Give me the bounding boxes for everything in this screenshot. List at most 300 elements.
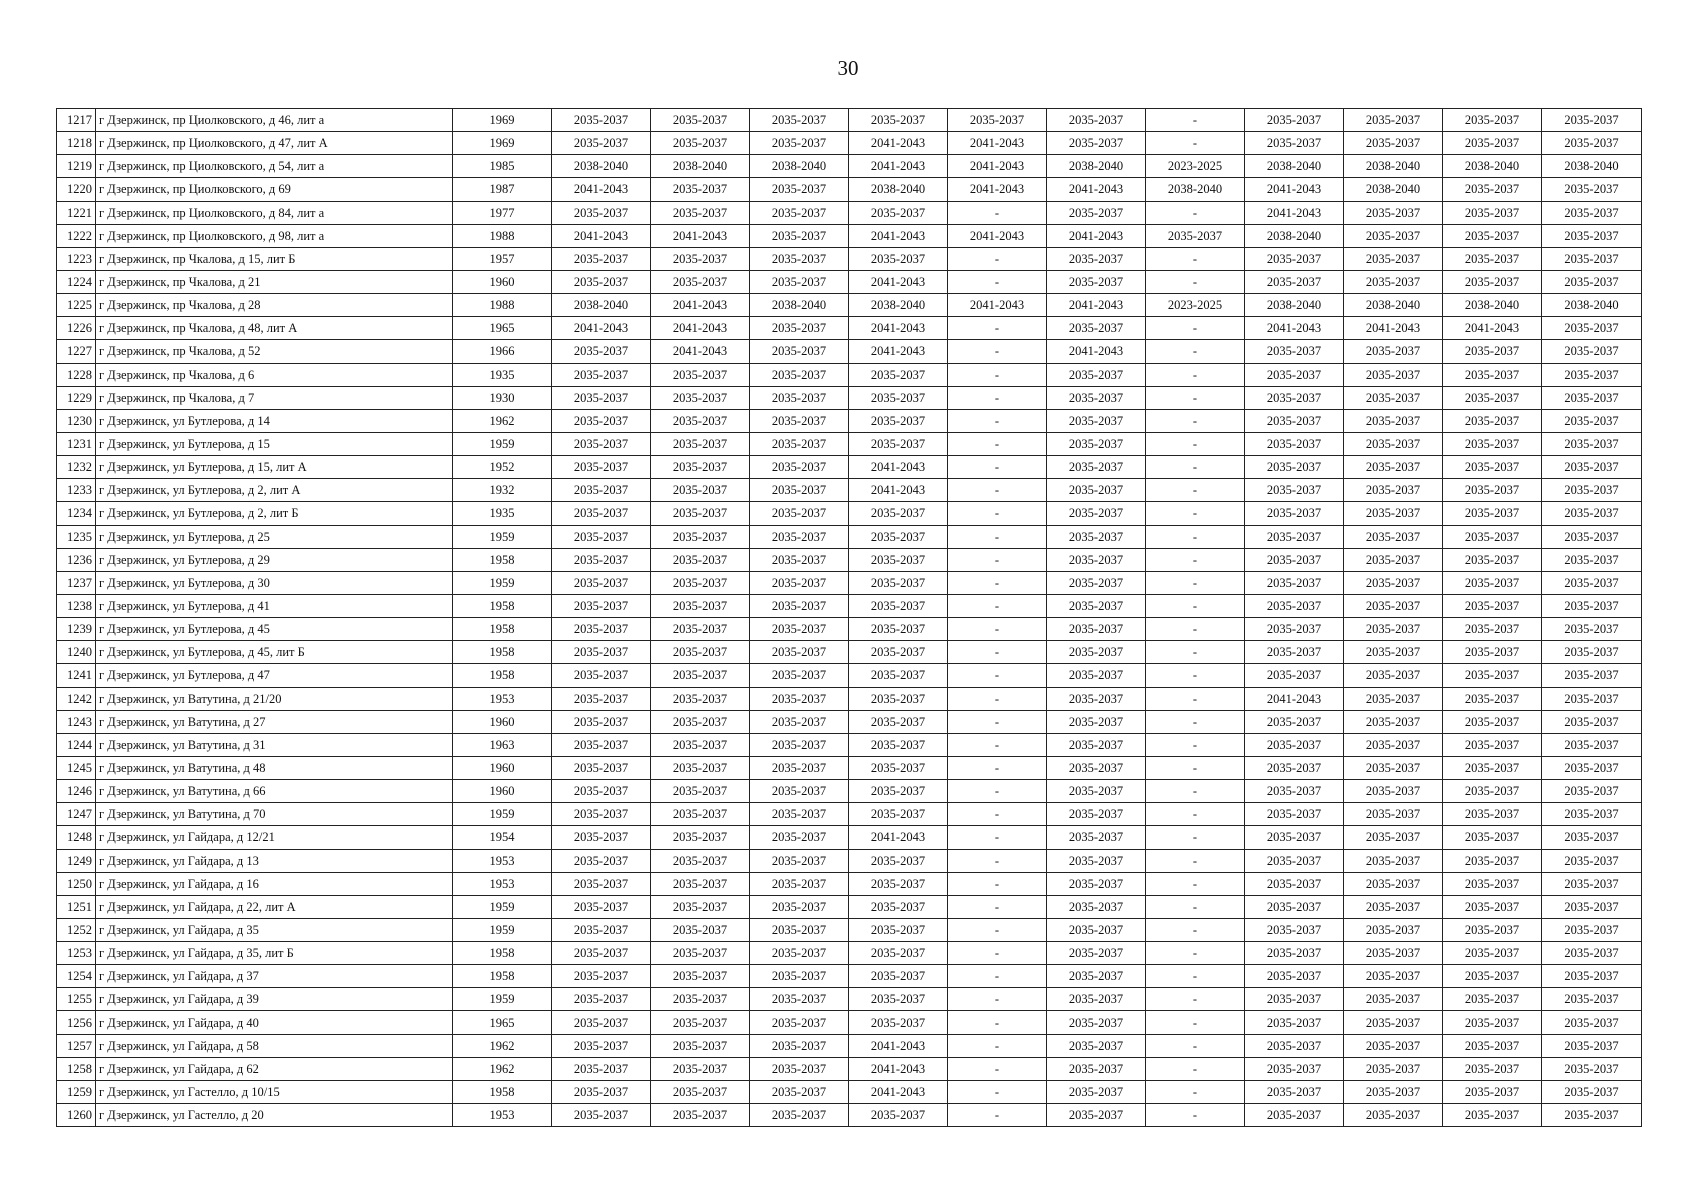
period-1-cell: 2035-2037: [552, 502, 651, 525]
period-11-cell: 2035-2037: [1542, 1080, 1642, 1103]
period-11-cell: 2035-2037: [1542, 363, 1642, 386]
period-3-cell: 2035-2037: [750, 988, 849, 1011]
row-number-cell: 1248: [57, 826, 96, 849]
period-3-cell: 2035-2037: [750, 479, 849, 502]
period-10-cell: 2035-2037: [1443, 710, 1542, 733]
period-11-cell: 2035-2037: [1542, 664, 1642, 687]
period-6-cell: 2035-2037: [1047, 548, 1146, 571]
period-11-cell: 2035-2037: [1542, 780, 1642, 803]
period-3-cell: 2035-2037: [750, 618, 849, 641]
table-row: [57, 664, 1642, 687]
period-3-cell: 2035-2037: [750, 687, 849, 710]
period-7-cell: -: [1146, 1011, 1245, 1034]
address-cell: г Дзержинск, пр Циолковского, д 54, лит а: [96, 155, 453, 178]
year-built-cell: 1965: [453, 1011, 552, 1034]
period-10-cell: 2035-2037: [1443, 247, 1542, 270]
period-7-cell: -: [1146, 109, 1245, 132]
period-2-cell: 2041-2043: [651, 340, 750, 363]
period-9-cell: 2035-2037: [1344, 109, 1443, 132]
period-8-cell: 2035-2037: [1245, 502, 1344, 525]
table-row: [57, 247, 1642, 270]
address-cell: г Дзержинск, пр Циолковского, д 98, лит а: [96, 224, 453, 247]
period-9-cell: 2035-2037: [1344, 432, 1443, 455]
year-built-cell: 1958: [453, 594, 552, 617]
period-4-cell: 2035-2037: [849, 849, 948, 872]
year-built-cell: 1935: [453, 363, 552, 386]
table-row: [57, 109, 1642, 132]
year-built-cell: 1958: [453, 618, 552, 641]
year-built-cell: 1958: [453, 664, 552, 687]
period-6-cell: 2035-2037: [1047, 594, 1146, 617]
year-built-cell: 1962: [453, 409, 552, 432]
table-row: [57, 548, 1642, 571]
period-8-cell: 2041-2043: [1245, 178, 1344, 201]
period-2-cell: 2035-2037: [651, 756, 750, 779]
period-4-cell: 2041-2043: [849, 1080, 948, 1103]
period-7-cell: 2023-2025: [1146, 294, 1245, 317]
row-number-cell: 1241: [57, 664, 96, 687]
period-4-cell: 2035-2037: [849, 247, 948, 270]
period-7-cell: -: [1146, 479, 1245, 502]
period-6-cell: 2035-2037: [1047, 641, 1146, 664]
period-2-cell: 2035-2037: [651, 201, 750, 224]
period-11-cell: 2035-2037: [1542, 456, 1642, 479]
period-7-cell: -: [1146, 571, 1245, 594]
period-1-cell: 2035-2037: [552, 432, 651, 455]
period-7-cell: -: [1146, 132, 1245, 155]
period-11-cell: 2035-2037: [1542, 849, 1642, 872]
period-1-cell: 2035-2037: [552, 918, 651, 941]
period-8-cell: 2035-2037: [1245, 849, 1344, 872]
period-5-cell: -: [948, 201, 1047, 224]
period-10-cell: 2035-2037: [1443, 733, 1542, 756]
period-6-cell: 2035-2037: [1047, 1080, 1146, 1103]
period-5-cell: -: [948, 594, 1047, 617]
address-cell: г Дзержинск, пр Чкалова, д 28: [96, 294, 453, 317]
year-built-cell: 1957: [453, 247, 552, 270]
table-row: [57, 780, 1642, 803]
address-cell: г Дзержинск, ул Гайдара, д 13: [96, 849, 453, 872]
address-cell: г Дзержинск, ул Ватутина, д 27: [96, 710, 453, 733]
year-built-cell: 1987: [453, 178, 552, 201]
address-cell: г Дзержинск, ул Гайдара, д 35: [96, 918, 453, 941]
period-10-cell: 2035-2037: [1443, 409, 1542, 432]
period-10-cell: 2035-2037: [1443, 1057, 1542, 1080]
period-2-cell: 2035-2037: [651, 432, 750, 455]
period-7-cell: -: [1146, 756, 1245, 779]
period-6-cell: 2035-2037: [1047, 1104, 1146, 1127]
period-2-cell: 2035-2037: [651, 641, 750, 664]
address-cell: г Дзержинск, ул Гайдара, д 40: [96, 1011, 453, 1034]
table-row: [57, 224, 1642, 247]
row-number-cell: 1255: [57, 988, 96, 1011]
period-2-cell: 2035-2037: [651, 918, 750, 941]
period-11-cell: 2035-2037: [1542, 965, 1642, 988]
table-row: [57, 1080, 1642, 1103]
period-11-cell: 2035-2037: [1542, 918, 1642, 941]
period-7-cell: -: [1146, 895, 1245, 918]
period-10-cell: 2035-2037: [1443, 502, 1542, 525]
year-built-cell: 1952: [453, 456, 552, 479]
period-3-cell: 2035-2037: [750, 942, 849, 965]
row-number-cell: 1221: [57, 201, 96, 224]
period-10-cell: 2035-2037: [1443, 618, 1542, 641]
period-9-cell: 2035-2037: [1344, 780, 1443, 803]
period-1-cell: 2035-2037: [552, 409, 651, 432]
period-5-cell: -: [948, 918, 1047, 941]
period-2-cell: 2035-2037: [651, 247, 750, 270]
row-number-cell: 1232: [57, 456, 96, 479]
table-row: [57, 895, 1642, 918]
period-5-cell: -: [948, 386, 1047, 409]
period-6-cell: 2035-2037: [1047, 826, 1146, 849]
period-11-cell: 2035-2037: [1542, 594, 1642, 617]
address-cell: г Дзержинск, ул Гайдара, д 39: [96, 988, 453, 1011]
period-11-cell: 2035-2037: [1542, 826, 1642, 849]
address-cell: г Дзержинск, ул Бутлерова, д 14: [96, 409, 453, 432]
period-10-cell: 2035-2037: [1443, 895, 1542, 918]
period-7-cell: -: [1146, 317, 1245, 340]
period-6-cell: 2035-2037: [1047, 363, 1146, 386]
period-10-cell: 2035-2037: [1443, 340, 1542, 363]
row-number-cell: 1218: [57, 132, 96, 155]
table-row: [57, 826, 1642, 849]
row-number-cell: 1252: [57, 918, 96, 941]
period-5-cell: -: [948, 687, 1047, 710]
period-10-cell: 2038-2040: [1443, 155, 1542, 178]
address-cell: г Дзержинск, ул Бутлерова, д 25: [96, 525, 453, 548]
period-1-cell: 2035-2037: [552, 988, 651, 1011]
period-5-cell: -: [948, 780, 1047, 803]
year-built-cell: 1932: [453, 479, 552, 502]
period-6-cell: 2041-2043: [1047, 178, 1146, 201]
period-8-cell: 2035-2037: [1245, 965, 1344, 988]
period-2-cell: 2038-2040: [651, 155, 750, 178]
year-built-cell: 1966: [453, 340, 552, 363]
period-10-cell: 2035-2037: [1443, 942, 1542, 965]
period-5-cell: -: [948, 409, 1047, 432]
period-1-cell: 2035-2037: [552, 710, 651, 733]
period-1-cell: 2035-2037: [552, 849, 651, 872]
period-4-cell: 2041-2043: [849, 340, 948, 363]
period-11-cell: 2035-2037: [1542, 942, 1642, 965]
period-9-cell: 2035-2037: [1344, 942, 1443, 965]
period-11-cell: 2035-2037: [1542, 641, 1642, 664]
period-7-cell: -: [1146, 432, 1245, 455]
table-row: [57, 965, 1642, 988]
table-row: [57, 641, 1642, 664]
period-3-cell: 2035-2037: [750, 270, 849, 293]
period-9-cell: 2035-2037: [1344, 224, 1443, 247]
period-4-cell: 2035-2037: [849, 988, 948, 1011]
period-10-cell: 2035-2037: [1443, 479, 1542, 502]
period-1-cell: 2035-2037: [552, 641, 651, 664]
period-10-cell: 2035-2037: [1443, 548, 1542, 571]
address-cell: г Дзержинск, ул Бутлерова, д 41: [96, 594, 453, 617]
period-3-cell: 2035-2037: [750, 965, 849, 988]
period-6-cell: 2035-2037: [1047, 710, 1146, 733]
period-7-cell: -: [1146, 525, 1245, 548]
address-cell: г Дзержинск, пр Чкалова, д 15, лит Б: [96, 247, 453, 270]
period-10-cell: 2035-2037: [1443, 780, 1542, 803]
year-built-cell: 1988: [453, 294, 552, 317]
year-built-cell: 1960: [453, 710, 552, 733]
period-5-cell: -: [948, 1034, 1047, 1057]
period-6-cell: 2035-2037: [1047, 479, 1146, 502]
period-3-cell: 2035-2037: [750, 641, 849, 664]
table-row: [57, 1104, 1642, 1127]
period-8-cell: 2035-2037: [1245, 363, 1344, 386]
period-1-cell: 2035-2037: [552, 780, 651, 803]
period-7-cell: -: [1146, 270, 1245, 293]
period-6-cell: 2035-2037: [1047, 1057, 1146, 1080]
table-row: [57, 409, 1642, 432]
table-row: [57, 756, 1642, 779]
period-1-cell: 2035-2037: [552, 942, 651, 965]
period-2-cell: 2035-2037: [651, 733, 750, 756]
period-2-cell: 2035-2037: [651, 1080, 750, 1103]
period-5-cell: -: [948, 1080, 1047, 1103]
period-5-cell: -: [948, 988, 1047, 1011]
period-8-cell: 2035-2037: [1245, 1011, 1344, 1034]
period-9-cell: 2035-2037: [1344, 386, 1443, 409]
period-9-cell: 2035-2037: [1344, 641, 1443, 664]
year-built-cell: 1962: [453, 1057, 552, 1080]
period-8-cell: 2035-2037: [1245, 548, 1344, 571]
period-7-cell: -: [1146, 340, 1245, 363]
period-3-cell: 2035-2037: [750, 1104, 849, 1127]
year-built-cell: 1960: [453, 780, 552, 803]
period-7-cell: -: [1146, 664, 1245, 687]
period-6-cell: 2038-2040: [1047, 155, 1146, 178]
period-4-cell: 2035-2037: [849, 664, 948, 687]
period-8-cell: 2035-2037: [1245, 247, 1344, 270]
year-built-cell: 1988: [453, 224, 552, 247]
period-7-cell: 2023-2025: [1146, 155, 1245, 178]
table-row: [57, 849, 1642, 872]
period-9-cell: 2035-2037: [1344, 918, 1443, 941]
period-3-cell: 2035-2037: [750, 109, 849, 132]
period-1-cell: 2038-2040: [552, 294, 651, 317]
year-built-cell: 1959: [453, 803, 552, 826]
period-1-cell: 2035-2037: [552, 1011, 651, 1034]
period-9-cell: 2035-2037: [1344, 733, 1443, 756]
period-11-cell: 2035-2037: [1542, 479, 1642, 502]
period-1-cell: 2041-2043: [552, 317, 651, 340]
period-4-cell: 2038-2040: [849, 178, 948, 201]
period-1-cell: 2035-2037: [552, 386, 651, 409]
period-3-cell: 2035-2037: [750, 456, 849, 479]
period-11-cell: 2038-2040: [1542, 155, 1642, 178]
period-1-cell: 2035-2037: [552, 618, 651, 641]
period-4-cell: 2035-2037: [849, 780, 948, 803]
year-built-cell: 1959: [453, 525, 552, 548]
period-4-cell: 2035-2037: [849, 918, 948, 941]
row-number-cell: 1233: [57, 479, 96, 502]
period-9-cell: 2035-2037: [1344, 687, 1443, 710]
period-7-cell: -: [1146, 803, 1245, 826]
period-4-cell: 2035-2037: [849, 803, 948, 826]
row-number-cell: 1222: [57, 224, 96, 247]
period-3-cell: 2035-2037: [750, 525, 849, 548]
row-number-cell: 1256: [57, 1011, 96, 1034]
period-3-cell: 2035-2037: [750, 340, 849, 363]
period-1-cell: 2035-2037: [552, 1080, 651, 1103]
period-6-cell: 2035-2037: [1047, 502, 1146, 525]
address-cell: г Дзержинск, пр Чкалова, д 52: [96, 340, 453, 363]
period-5-cell: 2035-2037: [948, 109, 1047, 132]
address-cell: г Дзержинск, ул Гайдара, д 62: [96, 1057, 453, 1080]
period-6-cell: 2035-2037: [1047, 664, 1146, 687]
period-3-cell: 2035-2037: [750, 1057, 849, 1080]
period-10-cell: 2035-2037: [1443, 224, 1542, 247]
period-7-cell: -: [1146, 641, 1245, 664]
period-7-cell: -: [1146, 988, 1245, 1011]
period-5-cell: -: [948, 803, 1047, 826]
row-number-cell: 1239: [57, 618, 96, 641]
period-2-cell: 2035-2037: [651, 872, 750, 895]
period-10-cell: 2035-2037: [1443, 664, 1542, 687]
period-3-cell: 2035-2037: [750, 247, 849, 270]
period-11-cell: 2038-2040: [1542, 294, 1642, 317]
period-4-cell: 2035-2037: [849, 641, 948, 664]
address-cell: г Дзержинск, ул Бутлерова, д 15, лит А: [96, 456, 453, 479]
period-1-cell: 2035-2037: [552, 571, 651, 594]
period-3-cell: 2035-2037: [750, 895, 849, 918]
period-6-cell: 2035-2037: [1047, 409, 1146, 432]
period-10-cell: 2035-2037: [1443, 201, 1542, 224]
table-row: [57, 872, 1642, 895]
period-11-cell: 2035-2037: [1542, 432, 1642, 455]
year-built-cell: 1935: [453, 502, 552, 525]
period-8-cell: 2035-2037: [1245, 664, 1344, 687]
period-6-cell: 2035-2037: [1047, 687, 1146, 710]
period-1-cell: 2035-2037: [552, 1104, 651, 1127]
period-5-cell: -: [948, 965, 1047, 988]
period-7-cell: 2035-2037: [1146, 224, 1245, 247]
period-10-cell: 2035-2037: [1443, 988, 1542, 1011]
period-7-cell: -: [1146, 710, 1245, 733]
period-8-cell: 2035-2037: [1245, 918, 1344, 941]
period-7-cell: -: [1146, 409, 1245, 432]
period-4-cell: 2035-2037: [849, 525, 948, 548]
period-3-cell: 2035-2037: [750, 409, 849, 432]
period-3-cell: 2035-2037: [750, 132, 849, 155]
address-cell: г Дзержинск, пр Циолковского, д 69: [96, 178, 453, 201]
table-row: [57, 803, 1642, 826]
period-11-cell: 2035-2037: [1542, 132, 1642, 155]
period-10-cell: 2035-2037: [1443, 363, 1542, 386]
year-built-cell: 1963: [453, 733, 552, 756]
period-11-cell: 2035-2037: [1542, 317, 1642, 340]
address-cell: г Дзержинск, пр Циолковского, д 84, лит а: [96, 201, 453, 224]
table-row: [57, 571, 1642, 594]
period-8-cell: 2038-2040: [1245, 155, 1344, 178]
period-4-cell: 2041-2043: [849, 270, 948, 293]
period-2-cell: 2035-2037: [651, 895, 750, 918]
period-5-cell: 2041-2043: [948, 294, 1047, 317]
row-number-cell: 1217: [57, 109, 96, 132]
period-10-cell: 2035-2037: [1443, 432, 1542, 455]
period-10-cell: 2035-2037: [1443, 594, 1542, 617]
period-11-cell: 2035-2037: [1542, 270, 1642, 293]
period-3-cell: 2035-2037: [750, 502, 849, 525]
period-2-cell: 2035-2037: [651, 363, 750, 386]
period-11-cell: 2035-2037: [1542, 803, 1642, 826]
period-3-cell: 2035-2037: [750, 733, 849, 756]
period-5-cell: -: [948, 270, 1047, 293]
row-number-cell: 1254: [57, 965, 96, 988]
year-built-cell: 1953: [453, 1104, 552, 1127]
address-cell: г Дзержинск, пр Чкалова, д 48, лит А: [96, 317, 453, 340]
address-cell: г Дзержинск, ул Гайдара, д 22, лит А: [96, 895, 453, 918]
period-9-cell: 2035-2037: [1344, 132, 1443, 155]
period-1-cell: 2035-2037: [552, 340, 651, 363]
period-3-cell: 2035-2037: [750, 224, 849, 247]
table-body: [57, 109, 1642, 1127]
period-1-cell: 2035-2037: [552, 479, 651, 502]
page-number: 30: [837, 56, 859, 80]
period-2-cell: 2035-2037: [651, 594, 750, 617]
table-row: [57, 988, 1642, 1011]
period-9-cell: 2035-2037: [1344, 1011, 1443, 1034]
row-number-cell: 1234: [57, 502, 96, 525]
period-1-cell: 2038-2040: [552, 155, 651, 178]
period-9-cell: 2038-2040: [1344, 178, 1443, 201]
period-9-cell: 2035-2037: [1344, 502, 1443, 525]
period-5-cell: -: [948, 1057, 1047, 1080]
period-6-cell: 2035-2037: [1047, 895, 1146, 918]
period-5-cell: -: [948, 340, 1047, 363]
period-7-cell: -: [1146, 1057, 1245, 1080]
year-built-cell: 1977: [453, 201, 552, 224]
period-3-cell: 2038-2040: [750, 155, 849, 178]
period-6-cell: 2035-2037: [1047, 109, 1146, 132]
period-5-cell: -: [948, 317, 1047, 340]
period-6-cell: 2035-2037: [1047, 872, 1146, 895]
table-row: [57, 317, 1642, 340]
period-3-cell: 2035-2037: [750, 178, 849, 201]
period-4-cell: 2035-2037: [849, 1104, 948, 1127]
period-8-cell: 2035-2037: [1245, 270, 1344, 293]
period-5-cell: -: [948, 456, 1047, 479]
period-5-cell: -: [948, 502, 1047, 525]
period-10-cell: 2035-2037: [1443, 803, 1542, 826]
period-5-cell: -: [948, 247, 1047, 270]
period-2-cell: 2035-2037: [651, 1104, 750, 1127]
period-5-cell: 2041-2043: [948, 132, 1047, 155]
year-built-cell: 1953: [453, 849, 552, 872]
period-7-cell: -: [1146, 201, 1245, 224]
period-4-cell: 2035-2037: [849, 756, 948, 779]
period-7-cell: 2038-2040: [1146, 178, 1245, 201]
period-9-cell: 2038-2040: [1344, 155, 1443, 178]
period-9-cell: 2035-2037: [1344, 525, 1443, 548]
year-built-cell: 1985: [453, 155, 552, 178]
period-3-cell: 2035-2037: [750, 363, 849, 386]
address-cell: г Дзержинск, ул Ватутина, д 70: [96, 803, 453, 826]
period-9-cell: 2035-2037: [1344, 710, 1443, 733]
period-4-cell: 2035-2037: [849, 733, 948, 756]
period-1-cell: 2041-2043: [552, 224, 651, 247]
period-10-cell: 2035-2037: [1443, 965, 1542, 988]
row-number-cell: 1245: [57, 756, 96, 779]
period-9-cell: 2035-2037: [1344, 479, 1443, 502]
year-built-cell: 1969: [453, 109, 552, 132]
period-5-cell: -: [948, 363, 1047, 386]
period-2-cell: 2035-2037: [651, 571, 750, 594]
period-5-cell: -: [948, 849, 1047, 872]
